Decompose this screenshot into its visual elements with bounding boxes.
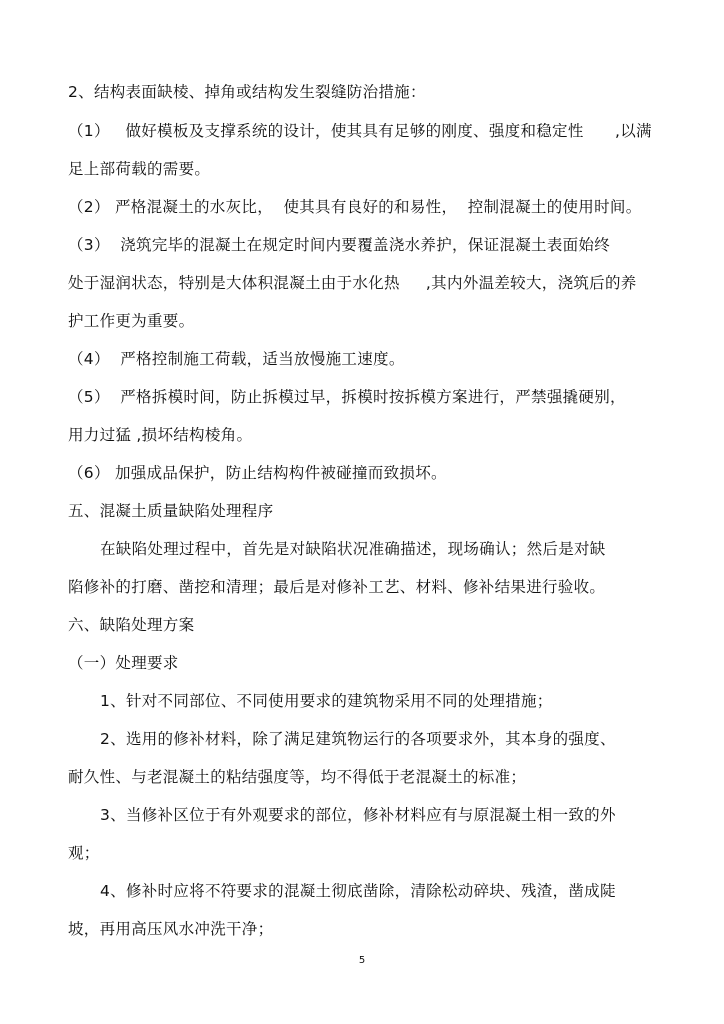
requirement-3-line-2: 观；: [68, 844, 100, 862]
requirement-4-line-1: 4、修补时应将不符要求的混凝土彻底凿除，清除松动碎块、残渣，凿成陡: [100, 882, 616, 900]
measure-6-line: （6） 加强成品保护，防止结构构件被碰撞而致损坏。: [68, 464, 447, 482]
section-five-paragraph-line-2: 陷修补的打磨、凿挖和清理；最后是对修补工艺、材料、修补结果进行验收。: [68, 578, 606, 596]
heading-crack-prevention: 2、结构表面缺棱、掉角或结构发生裂缝防治措施：: [68, 83, 426, 101]
requirement-2-line-1: 2、选用的修补材料，除了满足建筑物运行的各项要求外，其本身的强度、: [100, 730, 616, 748]
requirement-3-line-1: 3、当修补区位于有外观要求的部位，修补材料应有与原混凝土相一致的外: [100, 806, 616, 824]
page-number: 5: [358, 955, 366, 966]
requirement-2-line-2: 耐久性、与老混凝土的粘结强度等，均不得低于老混凝土的标准；: [68, 768, 527, 786]
measure-1-line-1: （1） 做好模板及支撑系统的设计，使其具有足够的刚度、强度和稳定性 ,以满: [68, 122, 652, 140]
measure-5-line-2: 用力过猛 ,损坏结构棱角。: [68, 426, 253, 444]
measure-4-line: （4） 严格控制施工荷载，适当放慢施工速度。: [68, 350, 405, 368]
measure-3-line-1: （3） 浇筑完毕的混凝土在规定时间内要覆盖浇水养护，保证混凝土表面始终: [68, 236, 611, 254]
subsection-requirements-heading: （一）处理要求: [68, 654, 179, 672]
section-five-heading: 五、混凝土质量缺陷处理程序: [68, 502, 274, 520]
measure-2-line: （2） 严格混凝土的水灰比， 使其具有良好的和易性， 控制混凝土的使用时间。: [68, 198, 642, 216]
requirement-4-line-2: 坡，再用高压风水冲洗干净；: [68, 920, 274, 938]
measure-3-line-2: 处于湿润状态，特别是大体积混凝土由于水化热 ,其内外温差较大，浇筑后的养: [68, 274, 637, 292]
measure-3-line-3: 护工作更为重要。: [68, 312, 195, 330]
requirement-1-line: 1、针对不同部位、不同使用要求的建筑物采用不同的处理措施；: [100, 692, 553, 710]
section-six-heading: 六、缺陷处理方案: [68, 616, 195, 634]
measure-1-line-2: 足上部荷载的需要。: [68, 160, 211, 178]
measure-5-line-1: （5） 严格拆模时间，防止拆模过早，拆模时按拆模方案进行，严禁强撬硬别，: [68, 388, 626, 406]
section-five-paragraph-line-1: 在缺陷处理过程中，首先是对缺陷状况准确描述，现场确认；然后是对缺: [100, 540, 606, 558]
